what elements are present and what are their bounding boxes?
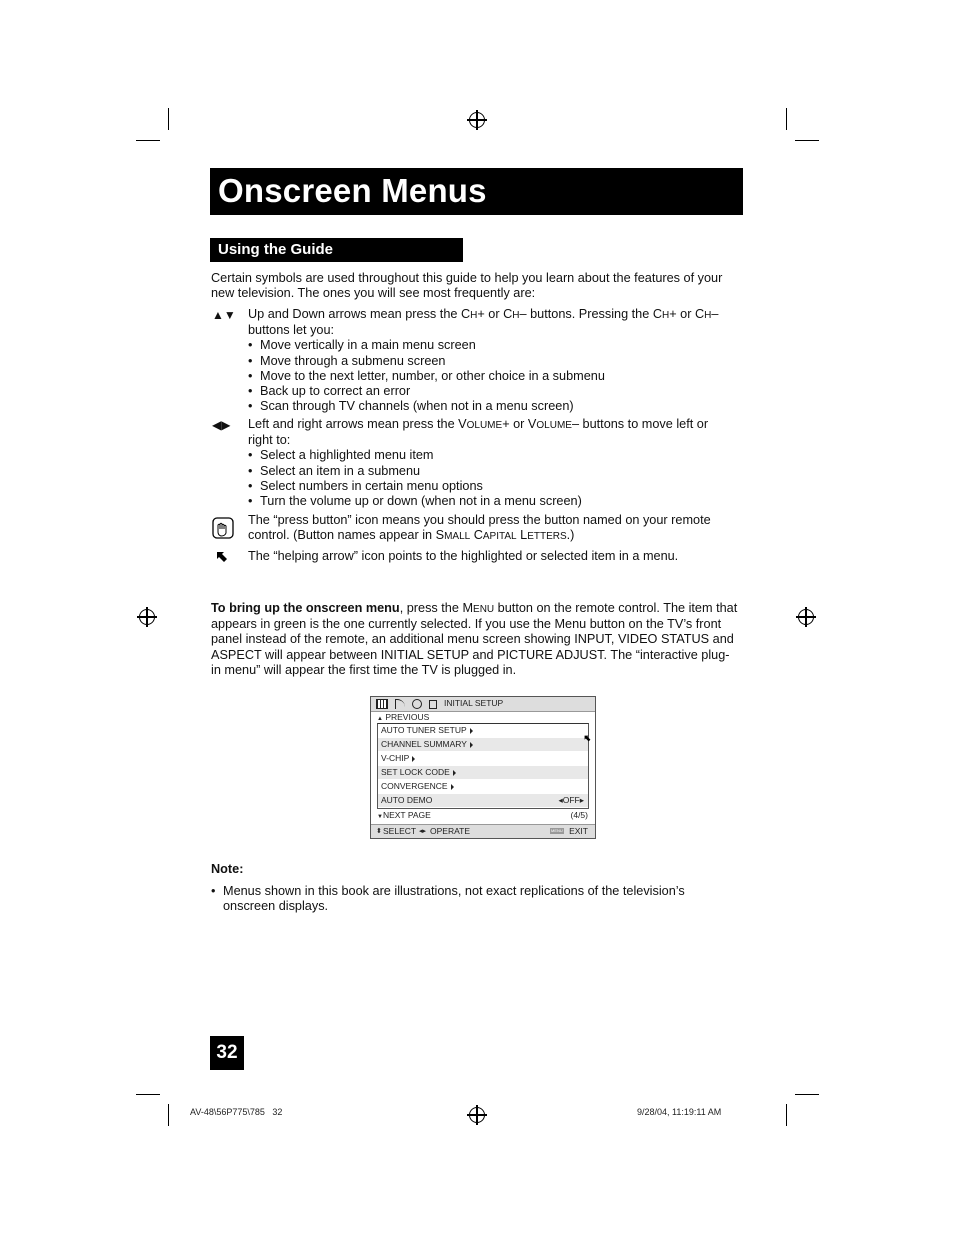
registration-mark-icon <box>469 1107 485 1123</box>
list-item: • Move to the next letter, number, or other choice in a submenu <box>248 369 736 384</box>
setup-icon <box>376 699 388 709</box>
section-title: Using the Guide <box>218 241 334 258</box>
menu-next-page: ▼NEXT PAGE <box>377 810 431 820</box>
menu-item: SET LOCK CODE <box>378 766 588 779</box>
note-list <box>211 884 739 914</box>
menu-header-title: INITIAL SETUP <box>444 698 504 708</box>
menu-helping-arrow-icon <box>584 734 591 744</box>
updown-list <box>248 338 736 414</box>
up-down-arrows-icon: ▲▼ <box>212 308 236 322</box>
crop-mark <box>168 108 169 130</box>
crop-mark <box>786 1104 787 1126</box>
menu-footer: ⬍ SELECT ◂▸ OPERATE MENU EXIT <box>371 824 595 838</box>
list-item: • Select numbers in certain menu options <box>248 479 736 494</box>
leftright-description: Left and right arrows mean press the VOLUME+ or VOLUME– buttons to move left or right to: <box>248 417 709 448</box>
crop-mark <box>795 140 819 141</box>
menu-exit-label: EXIT <box>569 826 588 836</box>
menu-item: AUTO DEMO ◂OFF▸ <box>378 794 588 807</box>
list-item: • Select an item in a submenu <box>248 464 736 479</box>
bring-up-menu-paragraph: To bring up the onscreen menu, press the MENU button on the remote control. The item that appears in green is the one currently selected. If you use the Menu button on the TV’s front panel instead of the remote, an additional menu screen showing INPUT, VIDEO STATUS and ASPECT will appear between INITIAL SETUP and PICTURE ADJUST. The “interactive plug-in menu” will appear the first time the TV is plugged in. <box>211 601 738 677</box>
crop-mark <box>795 1094 819 1095</box>
updown-description: Up and Down arrows mean press the CH+ or CH– buttons. Pressing the CH+ or CH– buttons let you: <box>248 307 719 338</box>
intro-paragraph: Certain symbols are used throughout this guide to help you learn about the features of your new television. The ones you will see most frequently are: <box>211 271 723 301</box>
footer-file-info: AV-48\56P775\785 32 <box>190 1107 283 1117</box>
press-button-description: The “press button” icon means you should press the button named on your remote control. (Button names appear in SMALL CAPITAL LETTERS.) <box>248 513 711 543</box>
menu-select-label: SELECT <box>383 826 417 836</box>
auto-demo-value: ◂OFF▸ <box>558 795 584 805</box>
footer-timestamp: 9/28/04, 11:19:11 AM <box>637 1107 722 1117</box>
leftright-list <box>248 448 736 509</box>
updown-section <box>248 307 736 414</box>
crop-mark <box>168 1104 169 1126</box>
lock-icon <box>429 700 437 709</box>
helping-arrow-icon <box>216 550 228 568</box>
helping-arrow-description: The “helping arrow” icon points to the highlighted or selected item in a menu. <box>248 549 679 563</box>
press-button-icon <box>212 516 236 545</box>
menu-page-count: (4/5) <box>570 810 588 820</box>
menu-item: CONVERGENCE <box>378 780 588 793</box>
registration-mark-icon <box>469 112 485 128</box>
menu-item: CHANNEL SUMMARY <box>378 738 588 751</box>
list-item: • Scan through TV channels (when not in a menu screen) <box>248 399 736 414</box>
clock-icon <box>412 699 422 709</box>
crop-mark <box>136 140 160 141</box>
onscreen-menu-illustration <box>370 696 596 839</box>
list-item: • Turn the volume up or down (when not in a menu screen) <box>248 494 736 509</box>
list-item: • Menus shown in this book are illustrations, not exact replications of the television’s onscreen displays. <box>211 884 739 914</box>
menu-item: AUTO TUNER SETUP <box>378 724 588 737</box>
menu-previous: ▲ PREVIOUS <box>377 712 430 722</box>
list-item: • Move through a submenu screen <box>248 354 736 369</box>
picture-icon <box>395 699 405 709</box>
registration-mark-icon <box>798 609 814 625</box>
list-item: • Select a highlighted menu item <box>248 448 736 463</box>
section-title-bar <box>210 238 463 262</box>
note-label: Note: <box>211 862 244 876</box>
registration-mark-icon <box>139 609 155 625</box>
crop-mark <box>136 1094 160 1095</box>
page-title: Onscreen Menus <box>218 172 487 209</box>
crop-mark <box>786 108 787 130</box>
menu-operate-label: OPERATE <box>430 826 470 836</box>
menu-header <box>371 697 595 712</box>
page-number: 32 <box>210 1036 244 1070</box>
menu-key-label: MENU <box>551 828 563 833</box>
page-title-bar <box>210 168 743 215</box>
list-item: • Back up to correct an error <box>248 384 736 399</box>
menu-item: V-CHIP <box>378 752 588 765</box>
list-item: • Move vertically in a main menu screen <box>248 338 736 353</box>
leftright-section <box>248 417 736 509</box>
left-right-arrows-icon: ◀▶ <box>212 418 231 432</box>
